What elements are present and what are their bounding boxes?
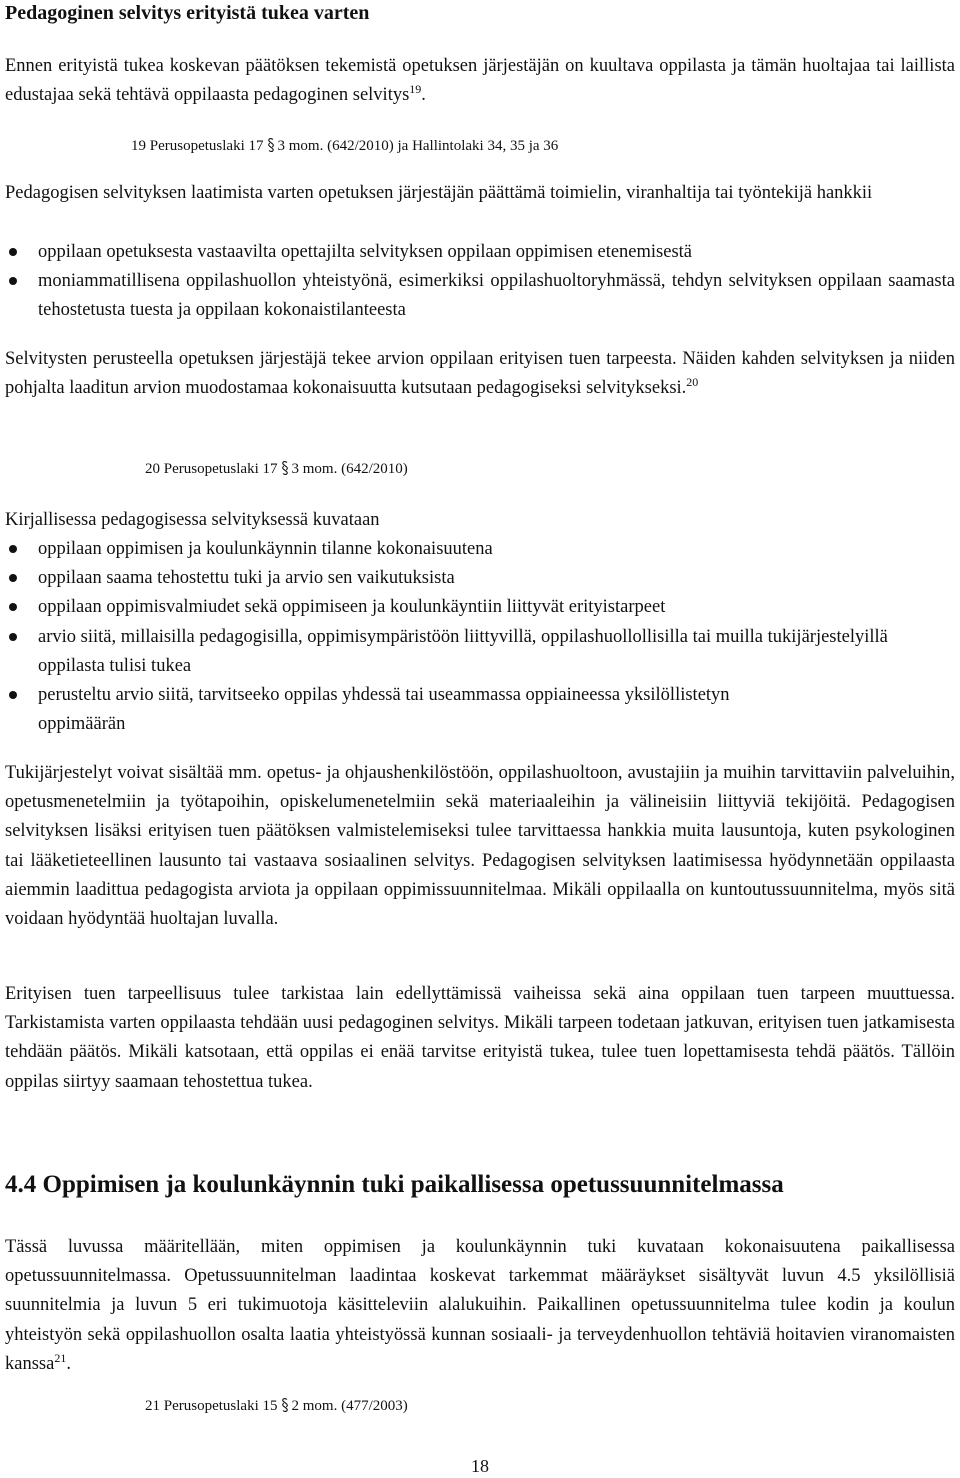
bullet-icon (9, 603, 17, 611)
footnote-21-part1: 21 Perusopetuslaki 15 (145, 1398, 278, 1414)
footnote-ref-21: 21 (54, 1350, 67, 1365)
paragraph-tarkistaminen: Erityisen tuen tarpeellisuus tulee tarkistaa lain edellyttämissä vaiheissa sekä aina oppilaan tuen tarpeen muuttuessa. Tarkistamista varten oppilaasta tehdään uusi pedagoginen selvitys. Mikäli tarpeen todetaan jatkuvan, erityisen tuen jatkamisesta tehdään päätös. Mikäli katsotaan, että oppilas ei enää tarvitse erityistä tukea, tulee tuen lopettamisesta tehdä päätös. Tällöin oppilas siirtyy saamaan tehostettua tukea. (5, 984, 955, 1092)
list-item (5, 681, 955, 739)
bullet-icon (9, 545, 17, 553)
list-item-text: oppilaan oppimisvalmiudet sekä oppimiseen ja koulunkäyntiin liittyvät erityistarpeet (38, 597, 666, 618)
bullet-icon (9, 633, 17, 641)
footnote-20 (5, 459, 955, 479)
paragraph-intro: Ennen erityistä tukea koskevan päätöksen tekemistä opetuksen järjestäjän on kuultava oppilasta ja tämän huoltajaa tai laillista edustajaa sekä tehtävä oppilaasta pedagoginen selvitys$^{19}$. (5, 56, 955, 106)
section-sign-icon (281, 460, 289, 476)
footnote-19-part1: 19 Perusopetuslaki 17 (131, 138, 264, 154)
list-item (5, 535, 955, 564)
list-item-text: oppilaan opetuksesta vastaavilta opettajilta selvityksen oppilaan oppimisen etenemisestä (38, 242, 693, 262)
footnote-ref-20: 20 (686, 375, 699, 390)
bullet-icon (9, 691, 17, 699)
list-item-text: arvio siitä, millaisilla pedagogisilla, oppimisympäristöön liittyvillä, oppilashuollollisilla tai muilla tukijärjestelyillä oppilasta tulisi tukea (38, 626, 888, 676)
list-item-text: oppilaan saama tehostettu tuki ja arvio sen vaikutuksista (38, 568, 455, 589)
bullet-list-kuvataan (5, 535, 955, 739)
list-item (5, 623, 955, 681)
list-item (5, 267, 955, 325)
footnote-19-part2: 3 mom. (642/2010) ja Hallintolaki 34, 35 ja 36 (277, 138, 559, 154)
paragraph-selvitys-lead: Pedagogisen selvityksen laatimista varten opetuksen järjestäjän päättämä toimielin, viranhaltija tai työntekijä hankkii (5, 183, 873, 203)
footnote-20-part1: 20 Perusopetuslaki 17 (145, 461, 278, 477)
section-sign-icon (267, 137, 275, 153)
intro-text: Ennen erityistä tukea koskevan päätöksen tekemistä opetuksen järjestäjän on kuultava oppilasta ja tämän huoltajaa tai laillista edustajaa sekä tehtävä oppilaasta pedagoginen selvitys (5, 56, 955, 106)
footnote-21-part2: 2 mom. (477/2003) (291, 1398, 408, 1414)
list-item (5, 593, 955, 622)
section-heading: Pedagoginen selvitys erityistä tukea varten (5, 2, 370, 24)
bullet-icon (9, 277, 17, 285)
list-item (5, 564, 955, 593)
bullet-icon (9, 574, 17, 582)
footnote-ref-19: 19 (409, 82, 422, 97)
paragraph-kirjallisessa-lead: Kirjallisessa pedagogisessa selvityksessä kuvataan (5, 510, 380, 530)
footnote-21 (5, 1396, 955, 1416)
para3-text: Selvitysten perusteella opetuksen järjestäjä tekee arvion oppilaan erityisen tuen tarpeesta. Näiden kahden selvityksen ja niiden pohjalta laaditun arvion muodostamaa kokonaisuutta kutsutaan pedagogiseksi selvitykseksi. (5, 349, 955, 399)
list-item-text: perusteltu arvio siitä, tarvitseeko oppilas yhdessä tai useammassa oppiaineessa yksilöllistetyn oppimäärän (38, 685, 730, 735)
footnote-19 (5, 136, 955, 156)
list-item-text: oppilaan oppimisen ja koulunkäynnin tilanne kokonaisuutena (38, 539, 493, 559)
bullet-icon (9, 248, 17, 256)
section2-text: Tässä luvussa määritellään, miten oppimisen ja koulunkäynnin tuki kuvataan kokonaisuutena paikallisessa opetussuunnitelmassa. Opetussuunnitelman laadintaa koskevat tarkemmat määräykset sisältyvät luvun 4.5 yksilöllisiä suunnitelmia ja luvun 5 eri tukimuotoja käsitteleviin alalukuihin. Paikallinen opetussuunnitelma tulee kodin ja koulun yhteistyön sekä oppilashuollon osalta laatia yhteistyössä kunnan sosiaali- ja terveydenhuollon tehtäviä hoitavien viranomaisten kanssa (5, 1237, 955, 1374)
bullet-list-selvitykset (5, 238, 955, 326)
paragraph-arvio (5, 345, 955, 403)
paragraph-tukijarjestelyt: Tukijärjestelyt voivat sisältää mm. opetus- ja ohjaushenkilöstöön, oppilashuoltoon, avustajiin ja muihin tarvittaviin palveluihin, opetusmenetelmiin ja työtapoihin, opiskelumenetelmiin sekä materiaaleihin ja välineisiin liittyviä tekijöitä. Pedagogisen selvityksen lisäksi erityisen tuen päätöksen valmistelemiseksi tulee tarvittaessa hankkia muita lausuntoja, kuten psykologinen tai lääketieteellinen lausunto tai vastaava sosiaalinen selvitys. Pedagogisen selvityksen laatimisessa hyödynnetään oppilaasta aiemmin laadittua pedagogista arviota ja oppilaan oppimissuunnitelmaa. Mikäli oppilaalla on kuntoutussuunnitelma, myös sitä voidaan hyödyntää huoltajan luvalla. (5, 763, 955, 930)
list-item (5, 238, 955, 267)
section-heading-4-4: 4.4 Oppimisen ja koulunkäynnin tuki paikallisessa opetussuunnitelmassa (5, 1171, 784, 1198)
paragraph-luku-4-4: Tässä luvussa määritellään, miten oppimisen ja koulunkäynnin tuki kuvataan kokonaisuutena paikallisessa opetussuunnitelmassa. Opetussuunnitelman laadintaa koskevat tarkemmat määräykset sisältyvät luvun 4.5 yksilöllisiä suunnitelmia ja luvun 5 eri tukimuotoja käsitteleviin alalukuihin. Paikallinen opetussuunnitelma tulee kodin ja koulun yhteistyön sekä oppilashuollon osalta laatia yhteistyössä kunnan sosiaali- ja terveydenhuollon tehtäviä hoitavien viranomaisten kanssa$^{21}$. (5, 1237, 955, 1374)
footnote-20-part2: 3 mom. (642/2010) (291, 461, 408, 477)
list-item-text: moniammatillisena oppilashuollon yhteistyönä, esimerkiksi oppilashuoltoryhmässä, tehdyn selvityksen oppilaan saamasta tehostetusta tuesta ja oppilaan kokonaistilanteesta (38, 271, 955, 321)
page-number: 18 (471, 1456, 489, 1476)
section-sign-icon (281, 1397, 289, 1413)
